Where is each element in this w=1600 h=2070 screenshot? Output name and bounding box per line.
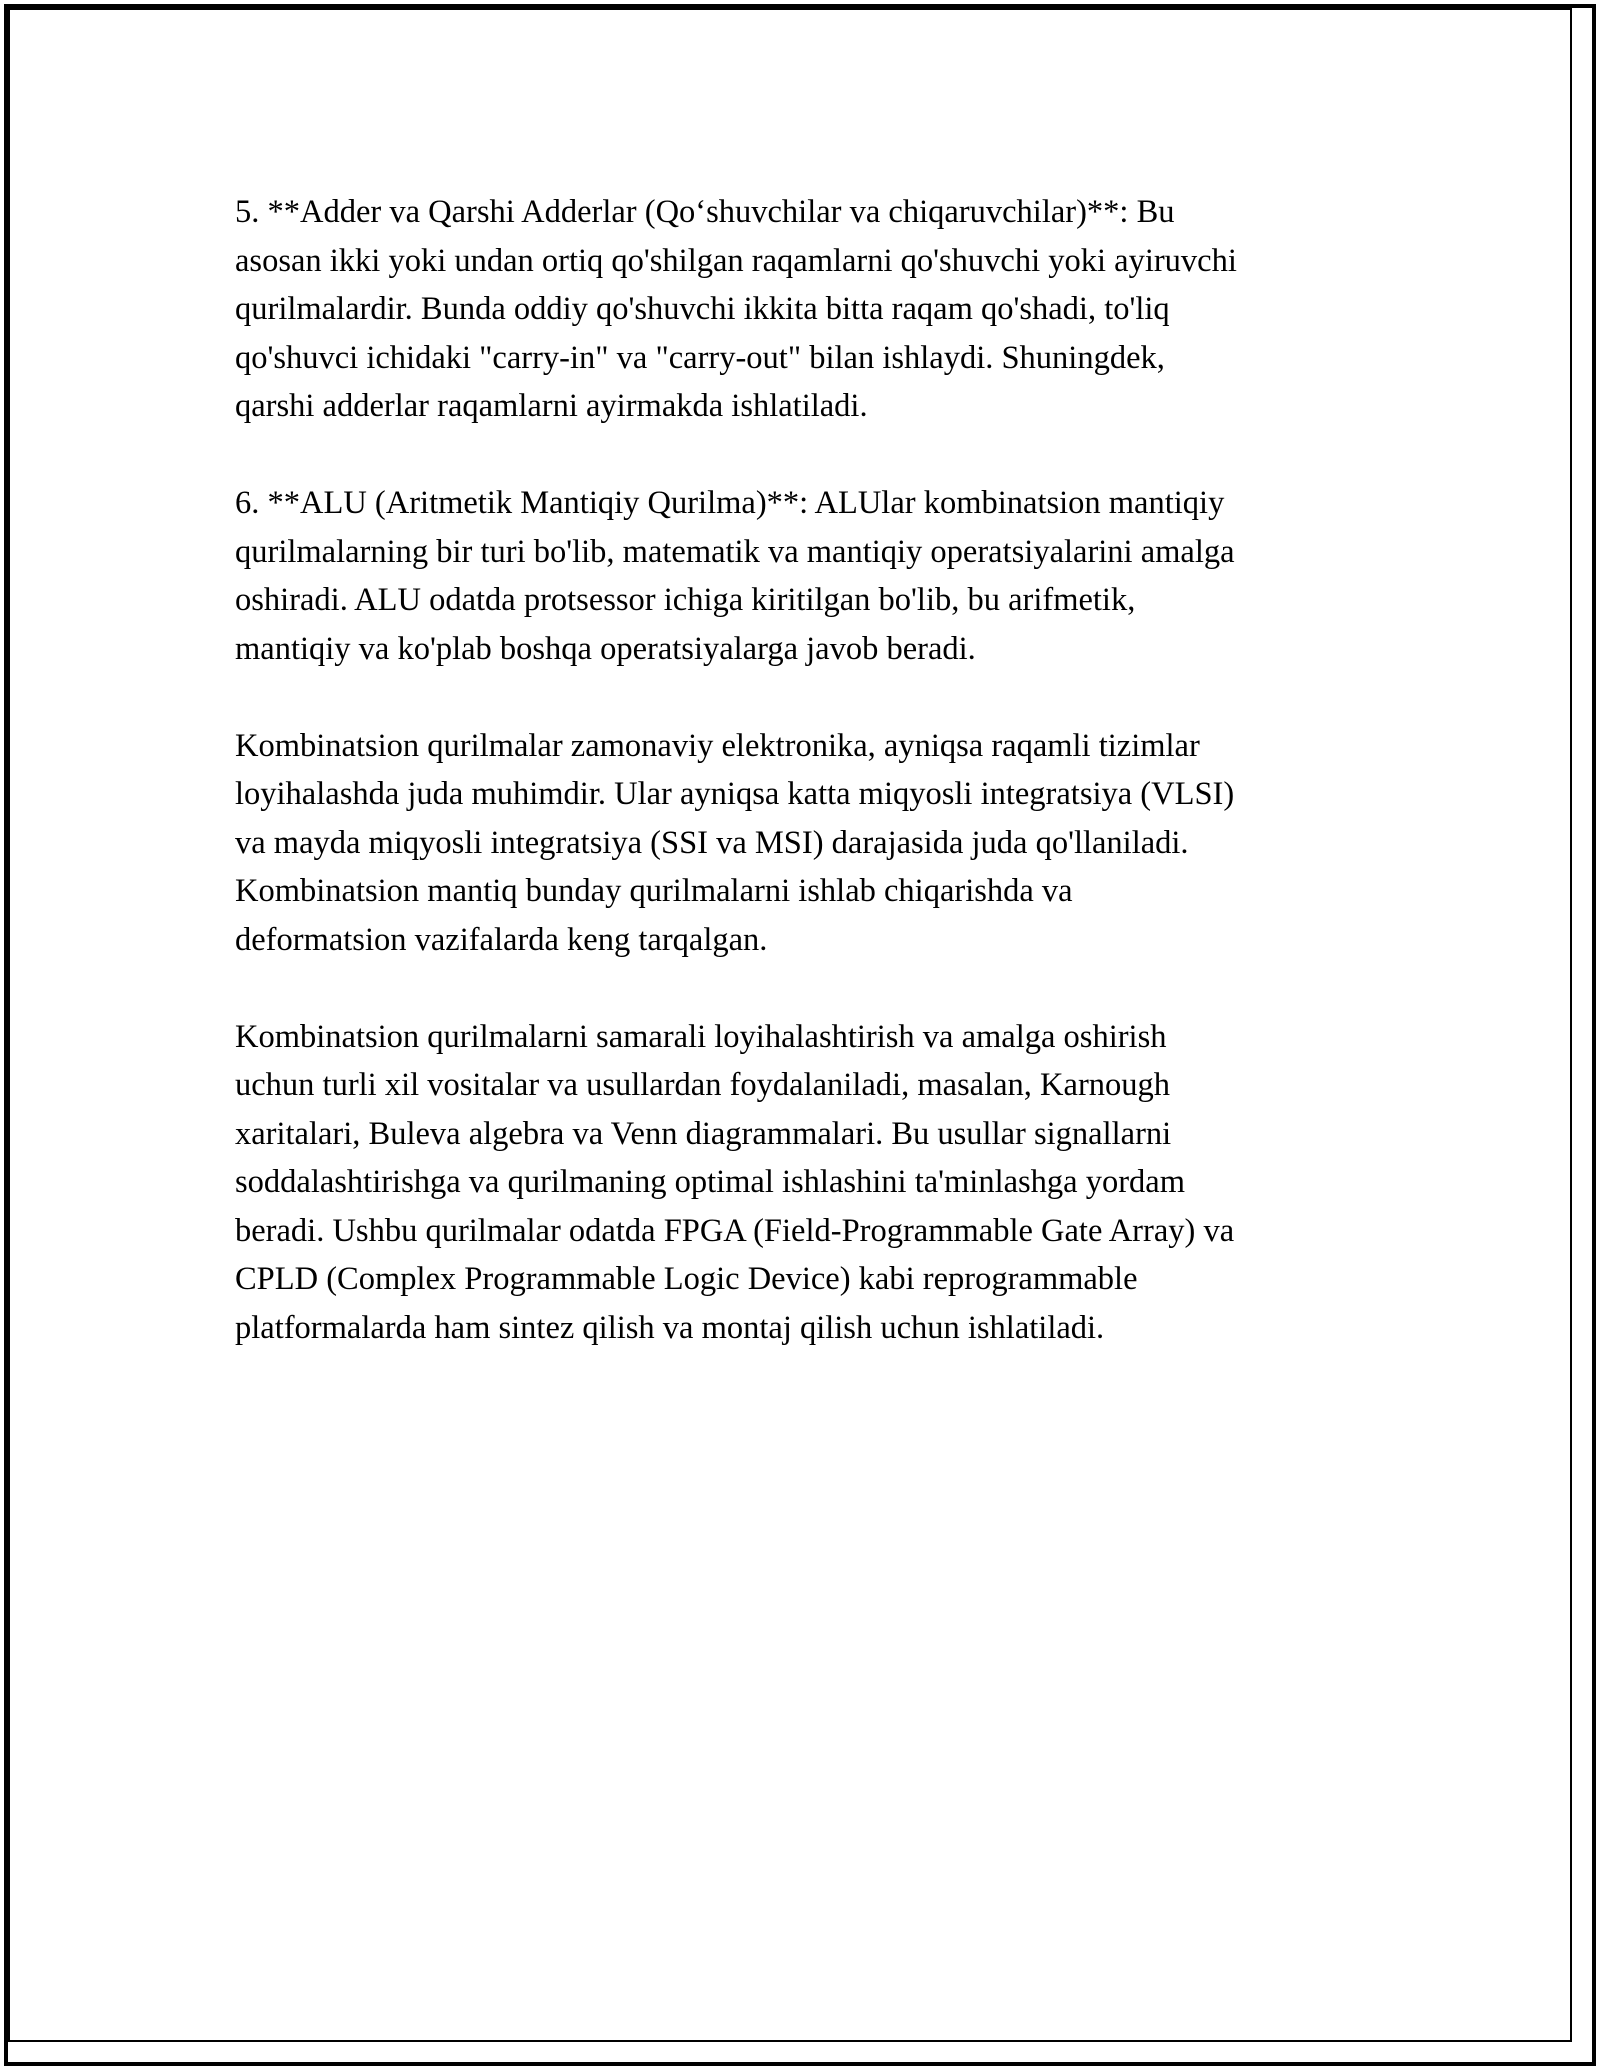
document-body [235, 188, 1375, 1401]
text-line: deformatsion vazifalarda keng tarqalgan. [235, 921, 768, 958]
text-line: loyihalashda juda muhimdir. Ular ayniqsa katta miqyosli integratsiya (VLSI) [235, 776, 1235, 812]
paragraph-design-tools [235, 1013, 1375, 1353]
text-line: platformalarda ham sintez qilish va montaj qilish uchun ishlatiladi. [235, 1309, 1105, 1346]
paragraph-adder [235, 188, 1375, 431]
paragraph-kombinatsion-importance [235, 722, 1375, 965]
text-line: soddalashtirishga va qurilmaning optimal ishlashini ta'minlashga yordam [235, 1164, 1186, 1200]
text-line: qo'shuvci ichidaki "carry-in" va "carry-out" bilan ishlaydi. Shuningdek, [235, 339, 1165, 376]
text-line: beradi. Ushbu qurilmalar odatda FPGA (Field-Programmable Gate Array) va [235, 1212, 1235, 1249]
text-line: qurilmalarning bir turi bo'lib, matematik va mantiqiy operatsiyalarini amalga [235, 533, 1235, 570]
text-line: asosan ikki yoki undan ortiq qo'shilgan raqamlarni qo'shuvchi yoki ayiruvchi [235, 242, 1237, 279]
text-line: qarshi adderlar raqamlarni ayirmakda ishlatiladi. [235, 388, 868, 424]
text-line: Kombinatsion qurilmalarni samarali loyihalashtirish va amalga oshirish [235, 1018, 1167, 1055]
text-line: xaritalari, Buleva algebra va Venn diagrammalari. Bu usullar signallarni [235, 1115, 1172, 1152]
text-line: mantiqiy va ko'plab boshqa operatsiyalarga javob beradi. [235, 630, 976, 667]
text-line: Kombinatsion mantiq bunday qurilmalarni ishlab chiqarishda va [235, 873, 1073, 909]
text-line: oshiradi. ALU odatda protsessor ichiga kiritilgan bo'lib, bu arifmetik, [235, 582, 1136, 618]
text-line: va mayda miqyosli integratsiya (SSI va MSI) darajasida juda qo'llaniladi. [235, 824, 1189, 861]
text-line: uchun turli xil vositalar va usullardan foydalaniladi, masalan, Karnough [235, 1067, 1171, 1103]
text-line: qurilmalardir. Bunda oddiy qo'shuvchi ikkita bitta raqam qo'shadi, to'liq [235, 291, 1170, 327]
text-line: 6. **ALU (Aritmetik Mantiqiy Qurilma)**: ALUlar kombinatsion mantiqiy [235, 485, 1225, 521]
text-line: 5. **Adder va Qarshi Adderlar (Qo‘shuvchilar va chiqaruvchilar)**: Bu [235, 194, 1175, 230]
text-line: CPLD (Complex Programmable Logic Device) kabi reprogrammable [235, 1261, 1138, 1297]
text-line: Kombinatsion qurilmalar zamonaviy elektronika, ayniqsa raqamli tizimlar [235, 727, 1200, 764]
paragraph-alu [235, 479, 1375, 673]
